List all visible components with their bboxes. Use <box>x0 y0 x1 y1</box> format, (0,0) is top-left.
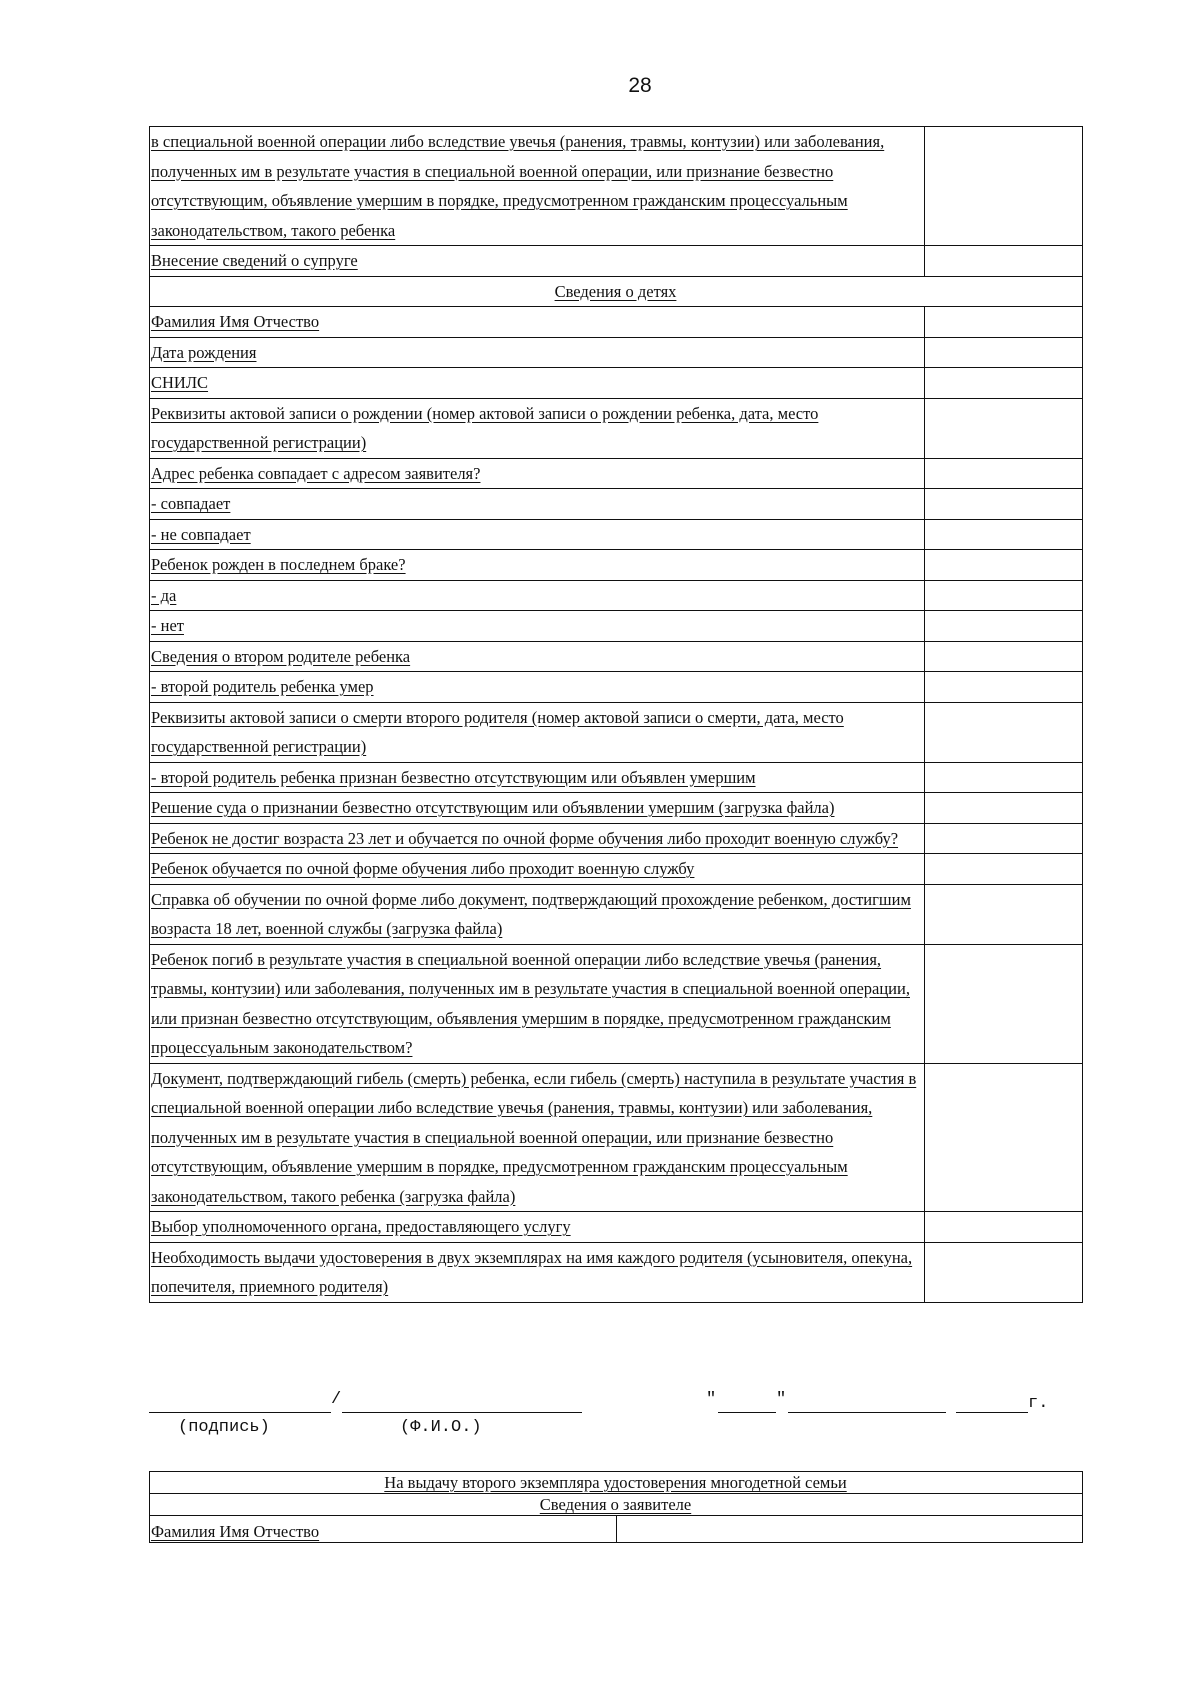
form-row <box>150 307 1083 338</box>
second-copy-table <box>149 1471 1083 1543</box>
form-row <box>150 884 1083 944</box>
field-value[interactable] <box>925 672 1083 703</box>
signature-line <box>149 1412 331 1413</box>
field-label: Адрес ребенка совпадает с адресом заявителя? <box>150 458 925 489</box>
form-row <box>150 1063 1083 1212</box>
applicant-section-header: Сведения о заявителе <box>150 1494 1083 1516</box>
form-row <box>150 246 1083 277</box>
field-label: Документ, подтверждающий гибель (смерть) ребенка, если гибель (смерть) наступила в результате участия в специальной военной операции либо вследствие увечья (ранения, травмы, контузии) или заболевания, полученных им в результате участия в специальной военной операции, или признание безвестно отсутствующим, объявление умершим в порядке, предусмотренном гражданским процессуальным законодательством, такого ребенка (загрузка файла) <box>150 1063 925 1212</box>
field-value[interactable] <box>925 246 1083 277</box>
form-row <box>150 337 1083 368</box>
field-value[interactable] <box>925 611 1083 642</box>
signature-slash: / <box>331 1390 342 1409</box>
form-row <box>150 793 1083 824</box>
form-row <box>150 672 1083 703</box>
field-label: Дата рождения <box>150 337 925 368</box>
field-value[interactable] <box>925 1212 1083 1243</box>
field-value[interactable] <box>925 793 1083 824</box>
signature-caption: (подпись) <box>178 1418 270 1437</box>
field-label: - совпадает <box>150 489 925 520</box>
field-value[interactable] <box>925 519 1083 550</box>
fio-caption: (Ф.И.О.) <box>400 1418 482 1437</box>
field-label: СНИЛС <box>150 368 925 399</box>
fio-line <box>342 1412 582 1413</box>
field-label: Реквизиты актовой записи о рождении (номер актовой записи о рождении ребенка, дата, место государственной регистрации) <box>150 398 925 458</box>
field-label: - да <box>150 580 925 611</box>
form-row <box>150 702 1083 762</box>
form-row <box>150 1242 1083 1302</box>
field-value[interactable] <box>925 854 1083 885</box>
field-value[interactable] <box>925 307 1083 338</box>
section-header: Сведения о детях <box>150 276 1083 307</box>
field-label: Сведения о втором родителе ребенка <box>150 641 925 672</box>
field-value[interactable] <box>925 1242 1083 1302</box>
form-row <box>150 944 1083 1063</box>
date-month-line <box>788 1412 946 1413</box>
field-value[interactable] <box>925 398 1083 458</box>
form-row <box>150 398 1083 458</box>
form-row <box>150 1212 1083 1243</box>
form-row <box>150 611 1083 642</box>
field-label: - не совпадает <box>150 519 925 550</box>
field-label: в специальной военной операции либо вследствие увечья (ранения, травмы, контузии) или заболевания, полученных им в результате участия в специальной военной операции, или признание безвестно отсутствующим, объявление умершим в порядке, предусмотренном гражданским процессуальным законодательством, такого ребенка <box>150 127 925 246</box>
field-value[interactable] <box>925 762 1083 793</box>
form-row <box>150 762 1083 793</box>
field-label: Ребенок не достиг возраста 23 лет и обучается по очной форме обучения либо проходит военную службу? <box>150 823 925 854</box>
field-value[interactable] <box>925 550 1083 581</box>
form-row <box>150 641 1083 672</box>
date-day-line <box>718 1412 776 1413</box>
field-label: - второй родитель ребенка признан безвестно отсутствующим или объявлен умершим <box>150 762 925 793</box>
form-row <box>150 127 1083 246</box>
date-quote-open: " <box>706 1390 717 1409</box>
field-value[interactable] <box>925 641 1083 672</box>
field-label: - второй родитель ребенка умер <box>150 672 925 703</box>
field-label: Необходимость выдачи удостоверения в двух экземплярах на имя каждого родителя (усыновителя, опекуна, попечителя, приемного родителя) <box>150 1242 925 1302</box>
form-row <box>150 368 1083 399</box>
applicant-fio-value[interactable] <box>616 1516 1083 1543</box>
date-year-line <box>956 1412 1028 1413</box>
form-row <box>150 489 1083 520</box>
field-value[interactable] <box>925 127 1083 246</box>
field-value[interactable] <box>925 580 1083 611</box>
field-value[interactable] <box>925 1063 1083 1212</box>
field-value[interactable] <box>925 823 1083 854</box>
field-label: - нет <box>150 611 925 642</box>
field-label: Выбор уполномоченного органа, предоставляющего услугу <box>150 1212 925 1243</box>
field-label: Реквизиты актовой записи о смерти второго родителя (номер актовой записи о смерти, дата, место государственной регистрации) <box>150 702 925 762</box>
field-label: Ребенок рожден в последнем браке? <box>150 550 925 581</box>
form-row <box>150 854 1083 885</box>
application-form-table <box>149 126 1083 1303</box>
field-value[interactable] <box>925 884 1083 944</box>
field-value[interactable] <box>925 368 1083 399</box>
field-label: Внесение сведений о супруге <box>150 246 925 277</box>
field-label: Ребенок погиб в результате участия в специальной военной операции либо вследствие увечья (ранения, травмы, контузии) или заболевания, полученных им в результате участия в специальной военной операции, или признан безвестно отсутствующим, объявления умершим в порядке, предусмотренном гражданским процессуальным законодательством? <box>150 944 925 1063</box>
form-row <box>150 550 1083 581</box>
field-value[interactable] <box>925 944 1083 1063</box>
date-quote-close: " <box>776 1390 787 1409</box>
field-value[interactable] <box>925 489 1083 520</box>
date-year-suffix: г. <box>1028 1394 1049 1413</box>
form-row <box>150 458 1083 489</box>
second-copy-header: На выдачу второго экземпляра удостоверения многодетной семьи <box>150 1472 1083 1494</box>
applicant-fio-label: Фамилия Имя Отчество <box>150 1516 617 1543</box>
form-row <box>150 823 1083 854</box>
field-label: Фамилия Имя Отчество <box>150 307 925 338</box>
field-label: Справка об обучении по очной форме либо документ, подтверждающий прохождение ребенком, достигшим возраста 18 лет, военной службы (загрузка файла) <box>150 884 925 944</box>
form-row <box>150 276 1083 307</box>
form-row <box>150 519 1083 550</box>
field-value[interactable] <box>925 458 1083 489</box>
field-label: Ребенок обучается по очной форме обучения либо проходит военную службу <box>150 854 925 885</box>
page-number: 28 <box>628 74 652 97</box>
form-row <box>150 580 1083 611</box>
field-value[interactable] <box>925 337 1083 368</box>
field-label: Решение суда о признании безвестно отсутствующим или объявлении умершим (загрузка файла) <box>150 793 925 824</box>
field-value[interactable] <box>925 702 1083 762</box>
